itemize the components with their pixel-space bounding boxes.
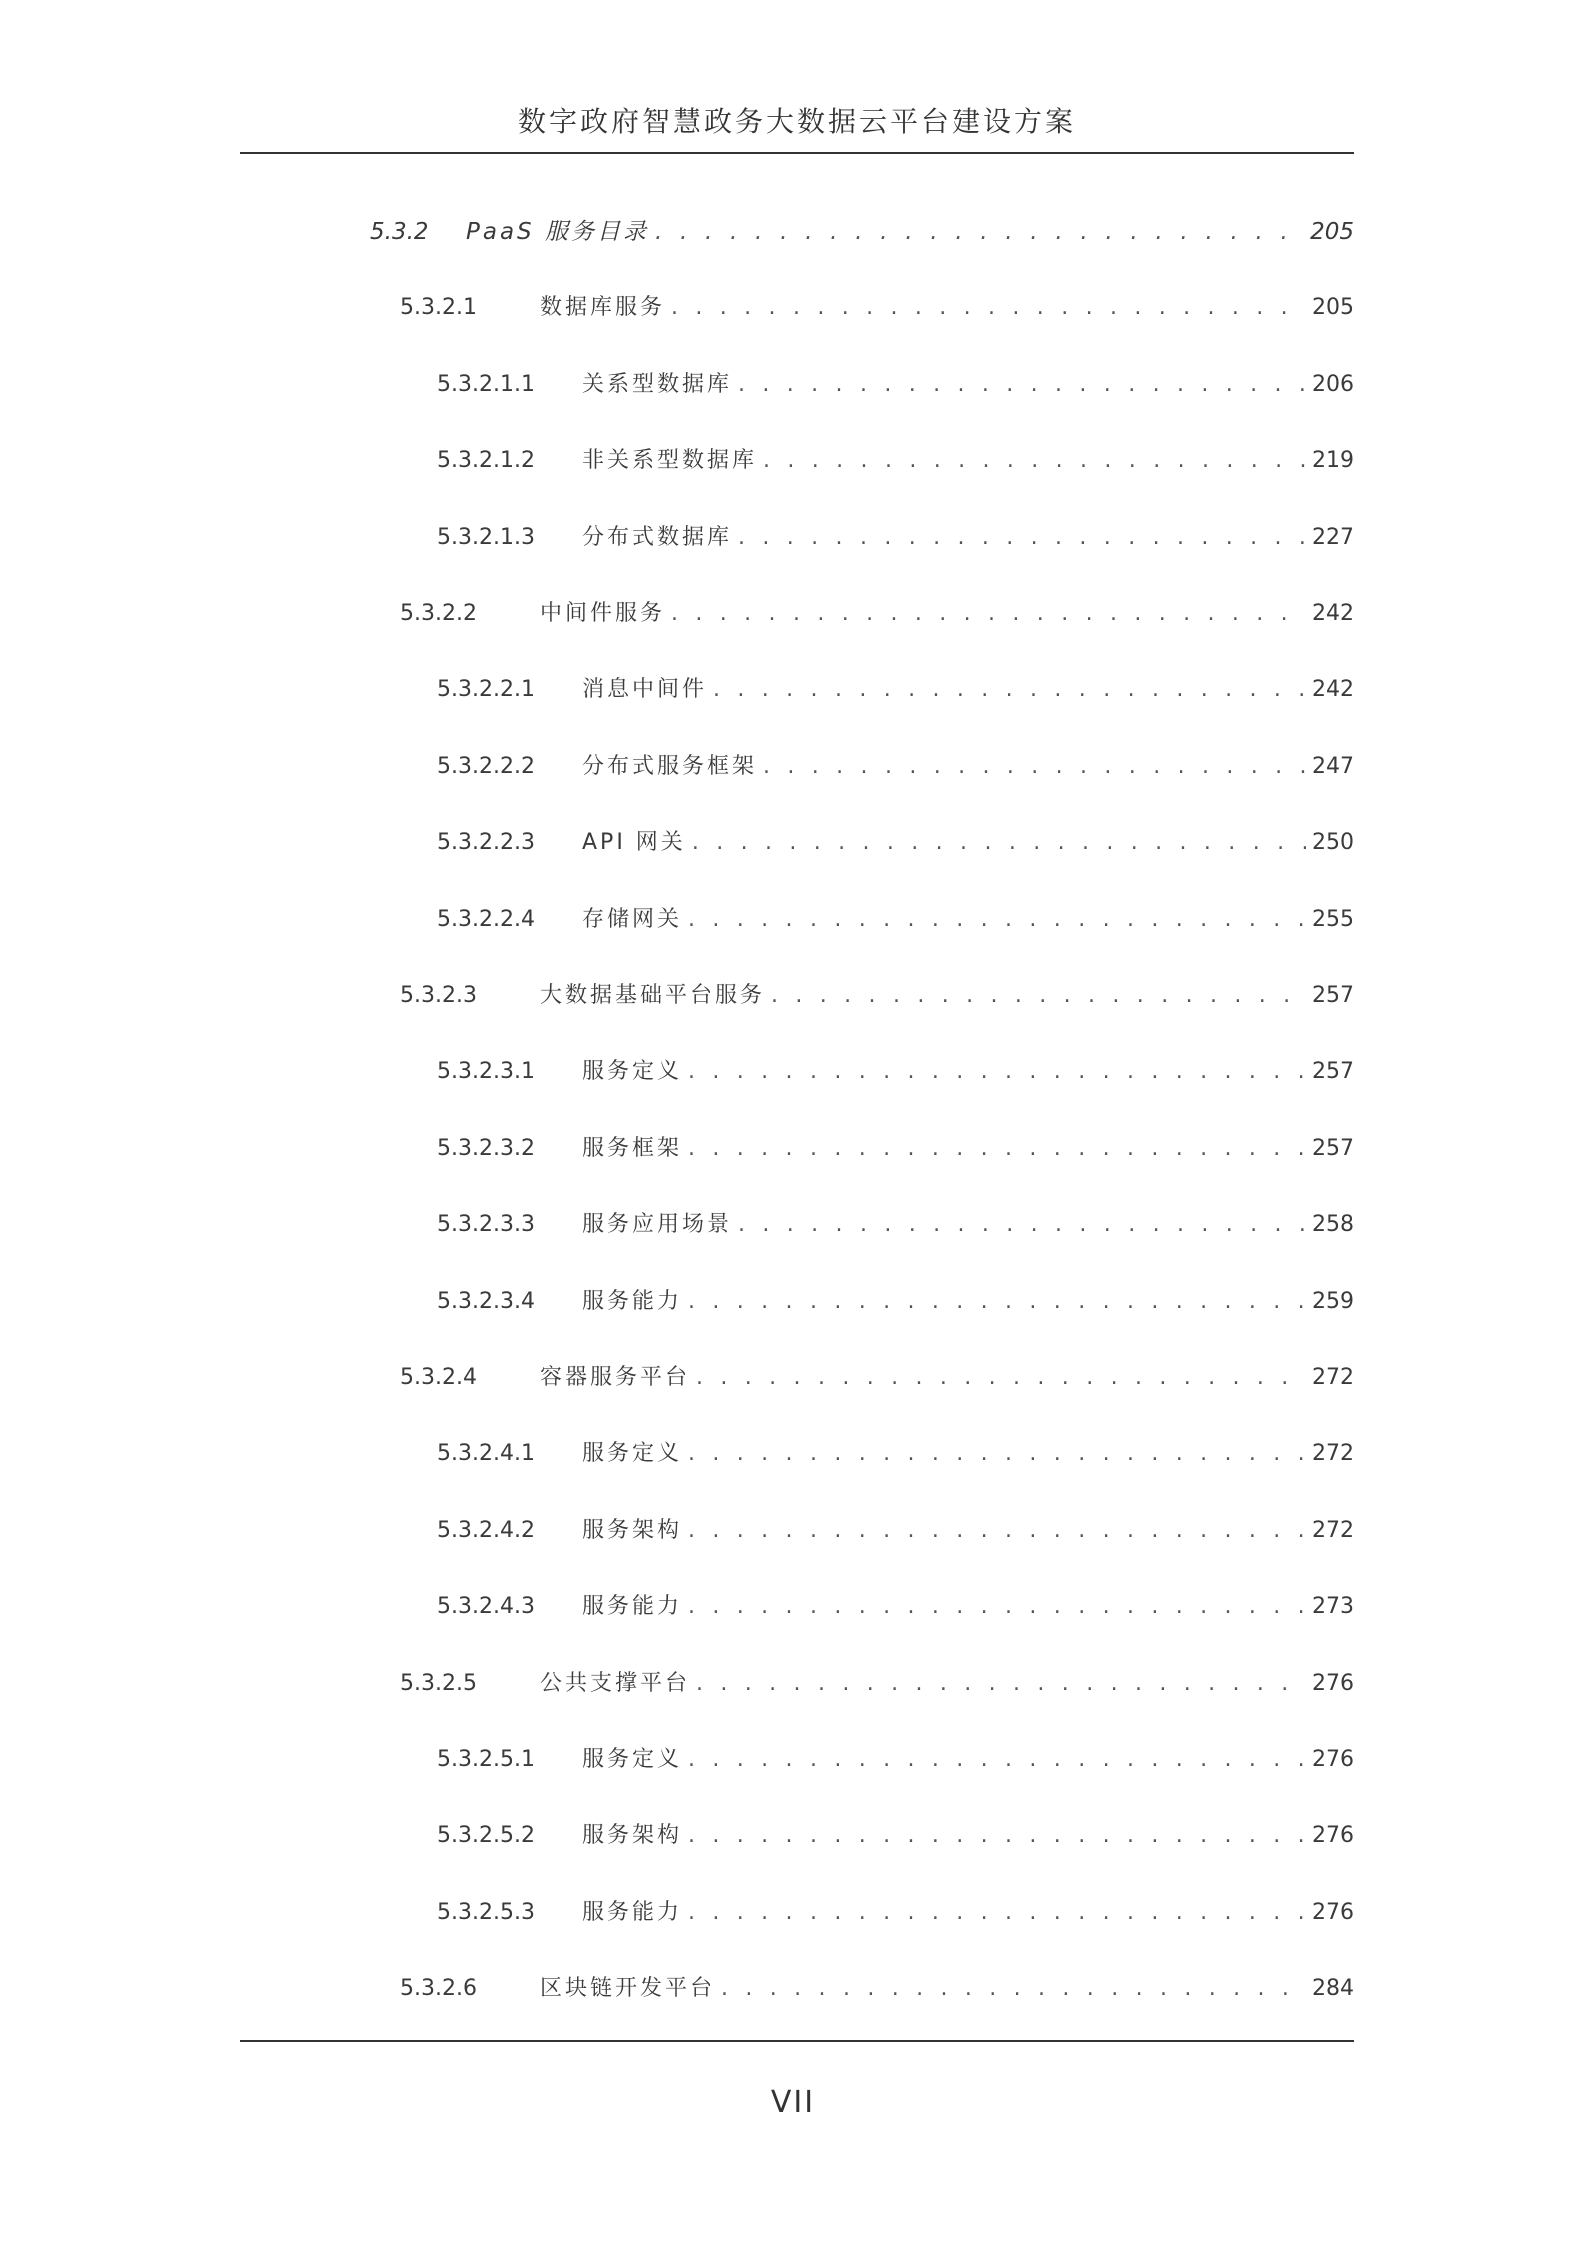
toc-entry[interactable]	[437, 1205, 1354, 1245]
toc-entry-title: 服务定义	[582, 1059, 683, 1085]
toc-entry-line	[582, 1816, 1354, 1856]
toc-entry-title: 服务能力	[582, 1899, 683, 1925]
toc-entry[interactable]	[400, 976, 1354, 1016]
toc-entry-title: 服务定义	[582, 1441, 683, 1467]
toc-entry-title: 关系型数据库	[582, 371, 733, 397]
toc-leader-dots	[688, 1511, 1306, 1551]
toc-entry-line	[582, 900, 1354, 940]
toc-entry-number: 5.3.2.4.1	[437, 1441, 535, 1467]
toc-entry-title: 服务架构	[582, 1823, 683, 1849]
toc-entry-line	[582, 1205, 1354, 1245]
toc-entry[interactable]	[437, 1587, 1354, 1627]
toc-entry-line	[540, 1969, 1354, 2009]
toc-entry[interactable]	[400, 594, 1354, 634]
toc-entry[interactable]	[370, 212, 1354, 252]
toc-entry[interactable]	[400, 288, 1354, 328]
toc-entry[interactable]	[400, 1664, 1354, 1704]
toc-entry-number: 5.3.2.6	[400, 1976, 477, 2002]
toc-entry-line	[540, 1664, 1354, 1704]
toc-entry-line	[582, 670, 1354, 710]
toc-leader-dots	[688, 1434, 1306, 1474]
toc-entry[interactable]	[437, 747, 1354, 787]
toc-leader-dots	[688, 900, 1306, 940]
toc-entry-page: 272	[1312, 1365, 1354, 1390]
toc-entry[interactable]	[437, 670, 1354, 710]
toc-entry[interactable]	[400, 1969, 1354, 2009]
toc-entry-page: 227	[1312, 524, 1354, 550]
toc-entry-title: 公共支撑平台	[540, 1670, 691, 1696]
toc-entry-page: 205	[1312, 295, 1354, 321]
toc-entry-line	[582, 823, 1354, 863]
toc-leader-dots	[771, 976, 1306, 1016]
toc-entry-number: 5.3.2.1.3	[437, 524, 535, 550]
toc-leader-dots	[688, 1129, 1306, 1169]
toc-entry-number: 5.3.2.1.2	[437, 448, 535, 474]
toc-leader-dots	[738, 1205, 1306, 1245]
page-number: VII	[770, 2085, 816, 2120]
toc-entry-line	[540, 976, 1354, 1016]
toc-entry-line	[582, 1587, 1354, 1627]
toc-entry[interactable]	[400, 1358, 1354, 1398]
footer-rule	[240, 2040, 1354, 2042]
toc-entry-number: 5.3.2.5.2	[437, 1823, 535, 1849]
toc-entry-title: 服务框架	[582, 1135, 683, 1161]
toc-leader-dots	[738, 365, 1306, 405]
toc-entry-line	[582, 1434, 1354, 1474]
toc-entry-line	[582, 1893, 1354, 1933]
toc-entry-title: 大数据基础平台服务	[540, 983, 766, 1008]
toc-entry-title: 区块链开发平台	[540, 1976, 716, 2002]
toc-entry-title: PaaS 服务目录	[466, 219, 649, 245]
toc-entry-line	[582, 1052, 1354, 1092]
toc-leader-dots	[692, 823, 1306, 863]
toc-entry[interactable]	[437, 1129, 1354, 1169]
toc-entry[interactable]	[437, 1816, 1354, 1856]
toc-entry-number: 5.3.2.5.3	[437, 1899, 535, 1925]
toc-entry[interactable]	[437, 1893, 1354, 1933]
toc-entry-title: 数据库服务	[540, 295, 666, 321]
toc-entry-line	[466, 212, 1354, 252]
toc-entry-page: 259	[1312, 1288, 1354, 1314]
toc-leader-dots	[688, 1052, 1306, 1092]
toc-entry-number: 5.3.2.1	[400, 295, 477, 321]
toc-entry-number: 5.3.2.4.3	[437, 1594, 535, 1620]
toc-leader-dots	[763, 441, 1306, 481]
toc-entry[interactable]	[437, 518, 1354, 558]
toc-leader-dots	[671, 594, 1306, 634]
toc-entry-title: 中间件服务	[540, 601, 666, 626]
page-header-title: 数字政府智慧政务大数据云平台建设方案	[517, 105, 1076, 138]
toc-entry-page: 276	[1312, 1899, 1354, 1925]
toc-entry-title: 容器服务平台	[540, 1365, 691, 1390]
toc-entry-number: 5.3.2.2.2	[437, 753, 535, 779]
toc-entry-number: 5.3.2.3	[400, 983, 477, 1008]
toc-entry-line	[582, 365, 1354, 405]
toc-leader-dots	[713, 670, 1306, 710]
toc-leader-dots	[671, 288, 1306, 328]
toc-entry-title: 存储网关	[582, 906, 683, 932]
toc-entry-page: 206	[1312, 371, 1354, 397]
toc-leader-dots	[688, 1282, 1306, 1322]
toc-entry-page: 273	[1312, 1594, 1354, 1620]
toc-entry-number: 5.3.2.2	[400, 601, 477, 626]
toc-entry[interactable]	[437, 441, 1354, 481]
toc-leader-dots	[688, 1740, 1306, 1780]
toc-entry-page: 205	[1310, 219, 1354, 245]
toc-entry[interactable]	[437, 1434, 1354, 1474]
toc-leader-dots	[688, 1816, 1306, 1856]
toc-entry-line	[540, 288, 1354, 328]
toc-entry[interactable]	[437, 823, 1354, 863]
toc-entry[interactable]	[437, 1511, 1354, 1551]
toc-entry[interactable]	[437, 1740, 1354, 1780]
toc-entry-number: 5.3.2.5	[400, 1670, 477, 1696]
toc-entry-page: 276	[1312, 1670, 1354, 1696]
toc-entry-line	[582, 518, 1354, 558]
toc-entry-number: 5.3.2.4	[400, 1365, 477, 1390]
toc-entry-page: 272	[1312, 1517, 1354, 1543]
toc-entry-number: 5.3.2.3.2	[437, 1135, 535, 1161]
toc-entry-line	[540, 1358, 1354, 1398]
toc-entry-page: 276	[1312, 1823, 1354, 1849]
toc-entry[interactable]	[437, 1052, 1354, 1092]
toc-entry-number: 5.3.2.3.1	[437, 1059, 535, 1085]
toc-entry-page: 257	[1312, 1135, 1354, 1161]
toc-entry-number: 5.3.2.2.4	[437, 906, 535, 932]
toc-leader-dots	[738, 518, 1306, 558]
toc-entry[interactable]	[437, 1282, 1354, 1322]
toc-entry-page: 284	[1312, 1976, 1354, 2002]
toc-entry-page: 247	[1312, 753, 1354, 779]
toc-entry-page: 257	[1312, 983, 1354, 1008]
toc-entry-title: API 网关	[582, 830, 686, 856]
toc-leader-dots	[763, 747, 1306, 787]
toc-entry-page: 276	[1312, 1747, 1354, 1772]
toc-entry[interactable]	[437, 900, 1354, 940]
toc-entry-title: 服务定义	[582, 1747, 683, 1772]
toc-entry-title: 服务应用场景	[582, 1212, 733, 1238]
toc-entry-number: 5.3.2.3.3	[437, 1212, 535, 1238]
toc-entry-line	[540, 594, 1354, 634]
toc-leader-dots	[696, 1664, 1306, 1704]
toc-entry-line	[582, 1740, 1354, 1780]
toc-entry-title: 服务能力	[582, 1288, 683, 1314]
toc-leader-dots	[721, 1969, 1306, 2009]
toc-entry-line	[582, 747, 1354, 787]
toc-entry-title: 分布式数据库	[582, 524, 733, 550]
toc-leader-dots	[696, 1358, 1306, 1398]
toc-entry-page: 242	[1312, 601, 1354, 626]
toc-entry-number: 5.3.2	[370, 219, 429, 245]
toc-leader-dots	[688, 1587, 1306, 1627]
toc-entry-title: 服务能力	[582, 1594, 683, 1620]
toc-leader-dots	[655, 212, 1304, 252]
toc-entry-title: 分布式服务框架	[582, 753, 758, 779]
toc-entry-page: 258	[1312, 1212, 1354, 1238]
toc-entry-title: 非关系型数据库	[582, 448, 758, 474]
toc-entry-number: 5.3.2.5.1	[437, 1747, 535, 1772]
toc-entry-page: 255	[1312, 906, 1354, 932]
toc-leader-dots	[688, 1893, 1306, 1933]
toc-entry-page: 219	[1312, 448, 1354, 474]
toc-entry-title: 消息中间件	[582, 677, 708, 703]
toc-entry-number: 5.3.2.3.4	[437, 1288, 535, 1314]
toc-entry-line	[582, 441, 1354, 481]
toc-entry-page: 250	[1312, 830, 1354, 856]
toc-entry-page: 257	[1312, 1059, 1354, 1085]
toc-entry-line	[582, 1511, 1354, 1551]
toc-entry-number: 5.3.2.4.2	[437, 1517, 535, 1543]
toc-entry-number: 5.3.2.1.1	[437, 371, 535, 397]
toc-entry-number: 5.3.2.2.1	[437, 677, 535, 703]
toc-entry[interactable]	[437, 365, 1354, 405]
toc-entry-title: 服务架构	[582, 1517, 683, 1543]
toc-entry-number: 5.3.2.2.3	[437, 830, 535, 856]
toc-entry-page: 242	[1312, 677, 1354, 703]
toc-entry-line	[582, 1282, 1354, 1322]
toc-entry-page: 272	[1312, 1441, 1354, 1467]
toc-entry-line	[582, 1129, 1354, 1169]
